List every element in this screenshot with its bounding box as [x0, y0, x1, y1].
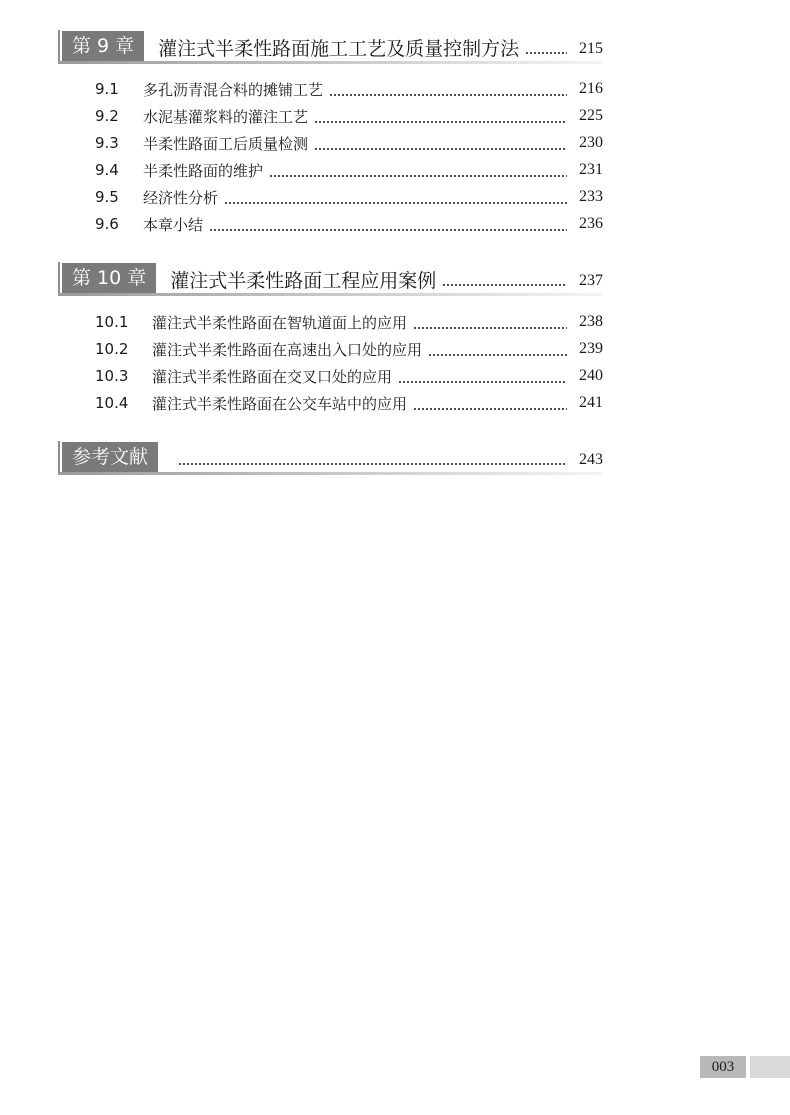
section-title: 水泥基灌浆料的灌注工艺 [143, 107, 309, 126]
section-title: 灌注式半柔性路面在智轨道面上的应用 [152, 313, 408, 332]
section-page-number: 240 [579, 367, 603, 384]
toc-entry-9-6[interactable] [95, 213, 603, 235]
section-page-number: 233 [579, 188, 603, 205]
dot-leader [428, 353, 567, 357]
section-title: 半柔性路面工后质量检测 [143, 134, 309, 153]
section-page-number: 231 [579, 161, 603, 178]
section-number: 10.4 [95, 394, 129, 412]
toc-entry-9-5[interactable] [95, 186, 603, 208]
section-page-number: 238 [579, 313, 603, 330]
section-number: 9.2 [95, 107, 119, 125]
section-title: 多孔沥青混合料的摊铺工艺 [143, 80, 324, 99]
section-number: 10.3 [95, 367, 129, 385]
footer-bar [750, 1056, 790, 1078]
section-page-number: 230 [579, 134, 603, 151]
dot-leader [413, 326, 567, 330]
section-title: 经济性分析 [143, 188, 219, 207]
toc-entry-10-2[interactable] [95, 338, 603, 360]
toc-entry-9-3[interactable] [95, 132, 603, 154]
toc-entry-10-3[interactable] [95, 365, 603, 387]
section-number: 9.1 [95, 80, 119, 98]
section-title: 半柔性路面的维护 [143, 161, 264, 180]
section-title: 灌注式半柔性路面在交叉口处的应用 [152, 367, 393, 386]
chapter-page-number: 215 [579, 40, 603, 57]
dot-leader [224, 201, 567, 205]
toc-entry-10-1[interactable] [95, 311, 603, 333]
dot-leader [209, 228, 567, 232]
dot-leader [314, 147, 567, 151]
toc-entry-9-4[interactable] [95, 159, 603, 181]
section-page-number: 216 [579, 80, 603, 97]
toc-entry-9-1[interactable] [95, 78, 603, 100]
chapter-title: 灌注式半柔性路面工程应用案例 [170, 269, 437, 292]
section-page-number: 236 [579, 215, 603, 232]
dot-leader [314, 120, 567, 124]
section-number: 9.5 [95, 188, 119, 206]
toc-entry-9-2[interactable] [95, 105, 603, 127]
chapter-page-number: 237 [579, 272, 603, 289]
section-title: 灌注式半柔性路面在公交车站中的应用 [152, 394, 408, 413]
dot-leader [413, 407, 567, 411]
chapter-label: 参考文献 [62, 442, 158, 472]
chapter-9-heading[interactable] [58, 30, 603, 64]
page-footer [700, 1056, 790, 1078]
dot-leader [178, 462, 567, 466]
references-heading[interactable] [58, 441, 603, 475]
section-number: 9.4 [95, 161, 119, 179]
section-title: 本章小结 [143, 215, 204, 234]
dot-leader [269, 174, 567, 178]
section-number: 9.6 [95, 215, 119, 233]
chapter-label: 第 10 章 [62, 263, 156, 293]
section-number: 9.3 [95, 134, 119, 152]
section-page-number: 241 [579, 394, 603, 411]
section-page-number: 239 [579, 340, 603, 357]
section-page-number: 225 [579, 107, 603, 124]
dot-leader [329, 93, 567, 97]
chapter-label: 第 9 章 [62, 31, 144, 61]
page-number: 003 [700, 1056, 746, 1078]
section-title: 灌注式半柔性路面在高速出入口处的应用 [152, 340, 423, 359]
chapter-page-number: 243 [579, 451, 603, 468]
chapter-title: 灌注式半柔性路面施工工艺及质量控制方法 [158, 37, 520, 60]
section-number: 10.1 [95, 313, 129, 331]
dot-leader [398, 380, 567, 384]
dot-leader [442, 283, 567, 287]
toc-entry-10-4[interactable] [95, 392, 603, 414]
chapter-10-heading[interactable] [58, 262, 603, 296]
section-number: 10.2 [95, 340, 129, 358]
dot-leader [525, 51, 567, 55]
